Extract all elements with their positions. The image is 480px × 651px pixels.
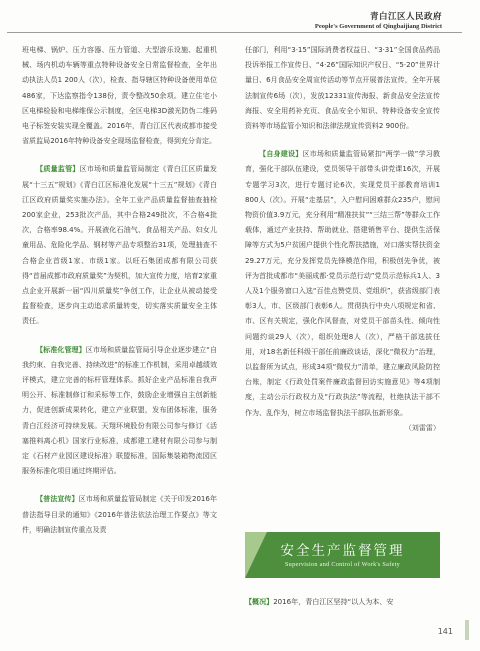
- right-column: [245, 42, 440, 435]
- banner-title-cn: 安全生产监督管理: [280, 543, 405, 559]
- section-banner: [245, 532, 440, 578]
- paragraph-quality-supervision: [22, 161, 217, 328]
- header-rule: [7, 32, 462, 33]
- page-number: 141: [437, 627, 453, 636]
- paragraph: 班电梯、锅炉、压力容器、压力管道、大型游乐设施、起重机械、场内机动车辆等重点特种设备安全日常监督检查，全年出动执法人员1 200人（次），检查、指导辖区特种设备使用单位486家，下达监察指令138份，责令整改50余项。建立住宅小区电梯检验和电梯维保公示制度，全区电梯3D激光防伪二维码电子标签安装实现全覆盖。2016年，青白江区代表成都市接受省质监局2016年特种设备安全现场监督检查，得到充分肯定。: [22, 45, 217, 146]
- paragraph-text: 区市场和质量监管局制定《青白江区质量发展“十三五”规划》《青白江区标准化发展“十三五”规划》《青白江区政府质量奖实施办法》。全年工业产品质量监督抽查抽检200家企业，253批次产品，其中合格249批次，不合格4批次，合格率98.4%。开展液化石油气、食品相关产品、妇女儿童用品、危险化学品、钢材等产品专项整治31项，处理抽查不合格企业首级1家、市级1家。以旺石集团成都有限公司获得“首届成都市政府质量奖”为契机，加大宣传力度，培育2家重点企业开展新一届“四川质量奖”争创工作，让企业从被动接受监督检查，逐步向主动追求质量转变，切实落实质量安全主体责任。: [22, 164, 218, 326]
- paragraph-text: 区市场和质量监管局制定《关于印发2016年普法指导目录的通知》《2016年普法依法治理工作要点》等文件，明确法制宣传重点及责: [22, 494, 217, 534]
- paragraph-standardization: [22, 342, 217, 479]
- paragraph-legal-publicity: [22, 491, 217, 537]
- section-tag: 【自身建设】: [259, 149, 303, 159]
- section-tag: 【标准化管理】: [36, 344, 86, 354]
- header-title-cn: 青白江区人民政府: [369, 12, 442, 22]
- paragraph: 任部门，利用“3·15”国际消费者权益日、“3·31”全国食品药品投诉举报工作宣传日、“4·26”国际知识产权日、“5·20”世界计量日、6月食品安全周宣传活动等节点开展普法宣传，全年开展法制宣传6场（次），发放12331宣传海报、新食品安全法宣传海报、安全用药补充页、食品安全小知识、特种设备安全宣传资料等市场监管小知识和法律法规宣传资料2 900份。: [245, 45, 440, 131]
- page-header: [315, 10, 442, 30]
- paragraph-text: 区市场和质量监管局紧扣“两学一做”学习教育，强化干部队伍建设，党员领导干部带头讲党课16次，开展专题学习3次，进行专题讨论6次，实现党员干部教育培训1 800人（次）。开展“走基层”，入户慰问困难群众235户，慰问物资价值3.9万元，充分利用“精准扶贫”“三结三帮”等群众工作载体，通过产业扶持、帮助就业、搭建销售平台、提供生活保障等方式为5户贫困户提供个性化帮扶措施，对口落实帮扶资金29.27万元，充分发挥党员先锋模范作用，积极创先争优，被评为首批成都市“美丽成都·党员示范行动”党员示范标兵1人、3人及1个服务窗口入选“百佳点赞党员、党组织”，获省级部门表彰3人，市、区级部门表彰6人。贯彻执行中央八项规定和省、市、区有关规定，强化作风督查，对党员干部苗头性、倾向性问题约谈29人（次），组织处理8人（次），严格干部选拔任用，对18名新任科级干部任前廉政谈话，深化“微权力”治理，以监督所为试点，形成34项“微权力”清单，建立廉政风险防控台账，制定《行政处罚案件廉政监督回访实施意见》等4项制度，主动公示行政权力及“行政执法”等流程，杜绝执法干部不作为、乱作为，树立市场监督执法干部队伍新形象。: [245, 149, 441, 417]
- author-credit: （刘雷雷）: [404, 422, 440, 432]
- section-tag: 【质量监管】: [36, 164, 80, 174]
- left-column: [22, 42, 217, 537]
- header-title-en: People's Government of Qingbaijiang District: [314, 23, 442, 30]
- paragraph-text: 2016年，青白江区坚持“以人为本、安: [273, 597, 394, 606]
- section-tag: 【概况】: [245, 597, 274, 606]
- banner-title-en: Supervision and Control of Work's Safety: [284, 561, 401, 568]
- page-number-bar: [465, 620, 469, 640]
- paragraph-self-building: [245, 146, 440, 420]
- overview-paragraph: [245, 594, 440, 609]
- section-tag: 【普法宣传】: [36, 494, 79, 504]
- paragraph-text: 区市场和质量监管局引导企业逐步建立“自我约束、自我完善、持续改进”的标准工作机制，采用卓越绩效评模式，建立完善的标杆管理体系。抓好企业产品标准自我声明公开、标准制修订和采标等工作，鼓励企业增强自主创新能力，促进创新成果转化，建立产业联盟，发布团体标准，服务青白江经济可持续发展。天翔环境股份有限公司参与修订《活塞推料离心机》国家行业标准，成都建工建材有限公司参与制定《石材产业园区建设标准》联盟标准，国际集装箱物流园区服务标准化项目通过终期评估。: [22, 344, 217, 476]
